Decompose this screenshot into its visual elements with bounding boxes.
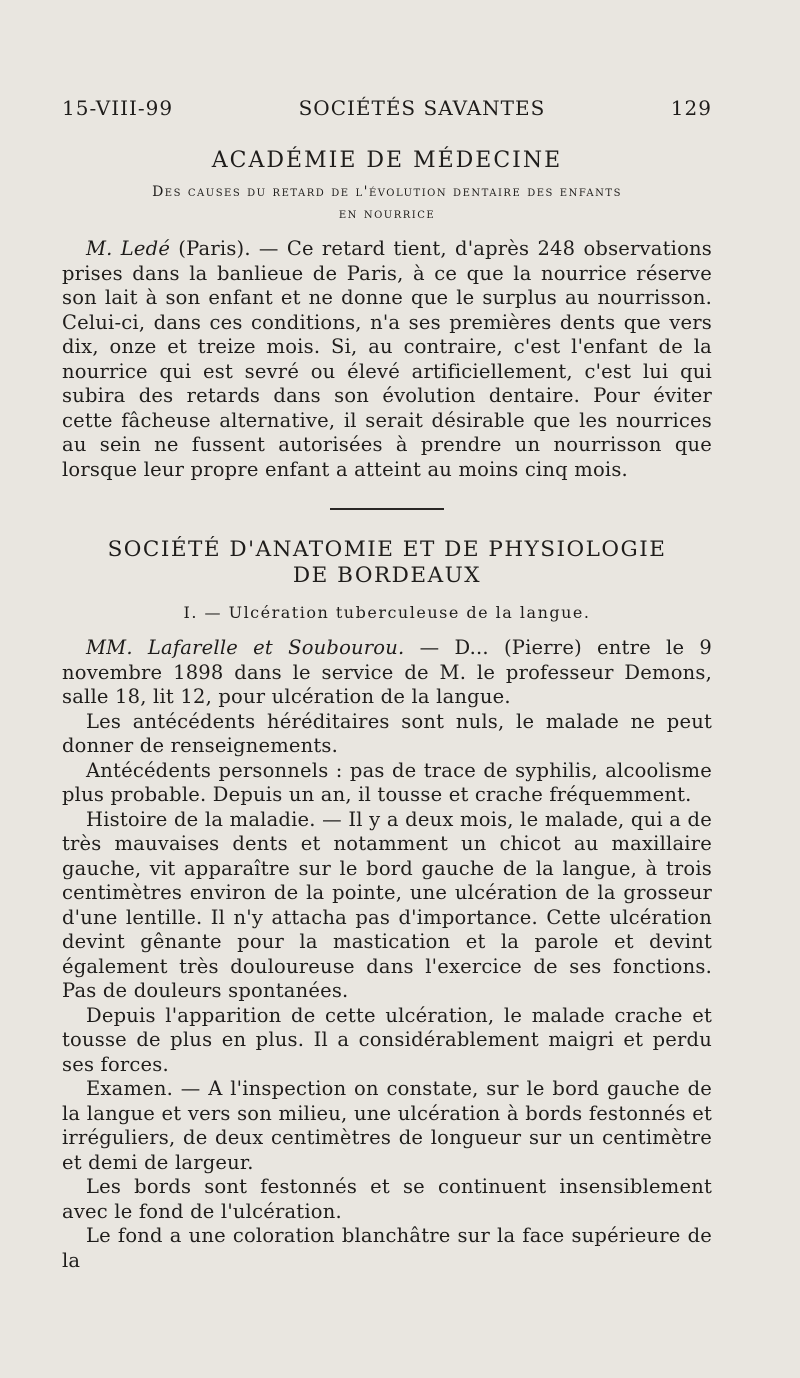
paragraph-lede [62, 237, 712, 482]
paragraph-bords: Les bords sont festonnés et se continuent insensiblement avec le fond de l'ulcération. [62, 1175, 712, 1223]
paragraph-histoire: Histoire de la maladie. — Il y a deux mois, le malade, qui a de très mauvaises dents et notamment un chicot au maxillaire gauche, vit apparaître sur le bord gauche de la langue, à trois centimètres environ de la pointe, une ulcération de la grosseur d'une lentille. Il n'y attacha pas d'importance. Cette ulcération devint gênante pour la mastication et la parole et devint également très douloureuse dans l'exercice de ses fonctions. Pas de douleurs spontanées. [62, 807, 712, 1002]
subsection-title: I. — Ulcération tuberculeuse de la langue. [183, 603, 591, 622]
paragraph-fond: Le fond a une coloration blanchâtre sur la face supérieure de la [62, 1224, 712, 1272]
section-divider [330, 508, 444, 510]
paragraph-examen: Examen. — A l'inspection on constate, sur le bord gauche de la langue et vers son milieu, une ulcération à bords festonnés et irréguliers, de deux centimètres de longueur sur un centimètre et demi de largeur. [62, 1077, 712, 1174]
paragraph-lede-text: (Paris). — Ce retard tient, d'après 248 observations prises dans la banlieue de Paris, à ce que la nourrice réserve son lait à son enfant et ne donne que le surplus au nourrisson. Celui-ci, dans ces conditions, n'a ses premières dents que vers dix, onze et treize mois. Si, au contraire, c'est l'enfant de la nourrice qui est sevré ou élevé artificiellement, c'est lui qui subira des retards dans son évolution dentaire. Pour éviter cette fâcheuse alternative, il serait désirable que les nourrices au sein ne fussent autorisées à prendre un nourrisson que lorsque leur propre enfant a atteint au moins cinq mois. [62, 237, 712, 481]
paragraph-case-text: — D... (Pierre) entre le 9 novembre 1898 dans le service de M. le professeur Demons, salle 18, lit 12, pour ulcération de la langue. [62, 636, 712, 708]
page-number: 129 [670, 96, 712, 120]
section-title-societe [62, 537, 712, 589]
author-name: M. Ledé [86, 237, 171, 260]
paragraph-antecedents-hereditaires: Les antécédents héréditaires sont nuls, le malade ne peut donner de renseignements. [62, 709, 712, 757]
section-title-academie: ACADÉMIE DE MÉDECINE [211, 148, 563, 173]
header-journal-section: SOCIÉTÉS SAVANTES [298, 96, 546, 120]
page [62, 96, 712, 1273]
case-authors: MM. Lafarelle et Soubourou. [86, 636, 405, 659]
paragraph-evolution: Depuis l'apparition de cette ulcération, le malade crache et tousse de plus en plus. Il a considérablement maigri et perdu ses forces. [62, 1003, 712, 1076]
running-header [62, 96, 712, 120]
article-subtitle [62, 181, 712, 225]
article-subtitle-line2: en nourrice [338, 206, 436, 222]
paragraph-case [62, 636, 712, 710]
paragraph-antecedents-personnels: Antécédents personnels : pas de trace de syphilis, alcoolisme plus probable. Depuis un an, il tousse et crache fréquemment. [62, 758, 712, 806]
section-title-societe-line2: DE BORDEAUX [292, 563, 482, 588]
header-date: 15-VIII-99 [62, 96, 174, 120]
article-subtitle-line1: Des causes du retard de l'évolution dentaire des enfants [152, 184, 622, 200]
section-title-societe-line1: SOCIÉTÉ D'ANATOMIE ET DE PHYSIOLOGIE [107, 537, 667, 562]
